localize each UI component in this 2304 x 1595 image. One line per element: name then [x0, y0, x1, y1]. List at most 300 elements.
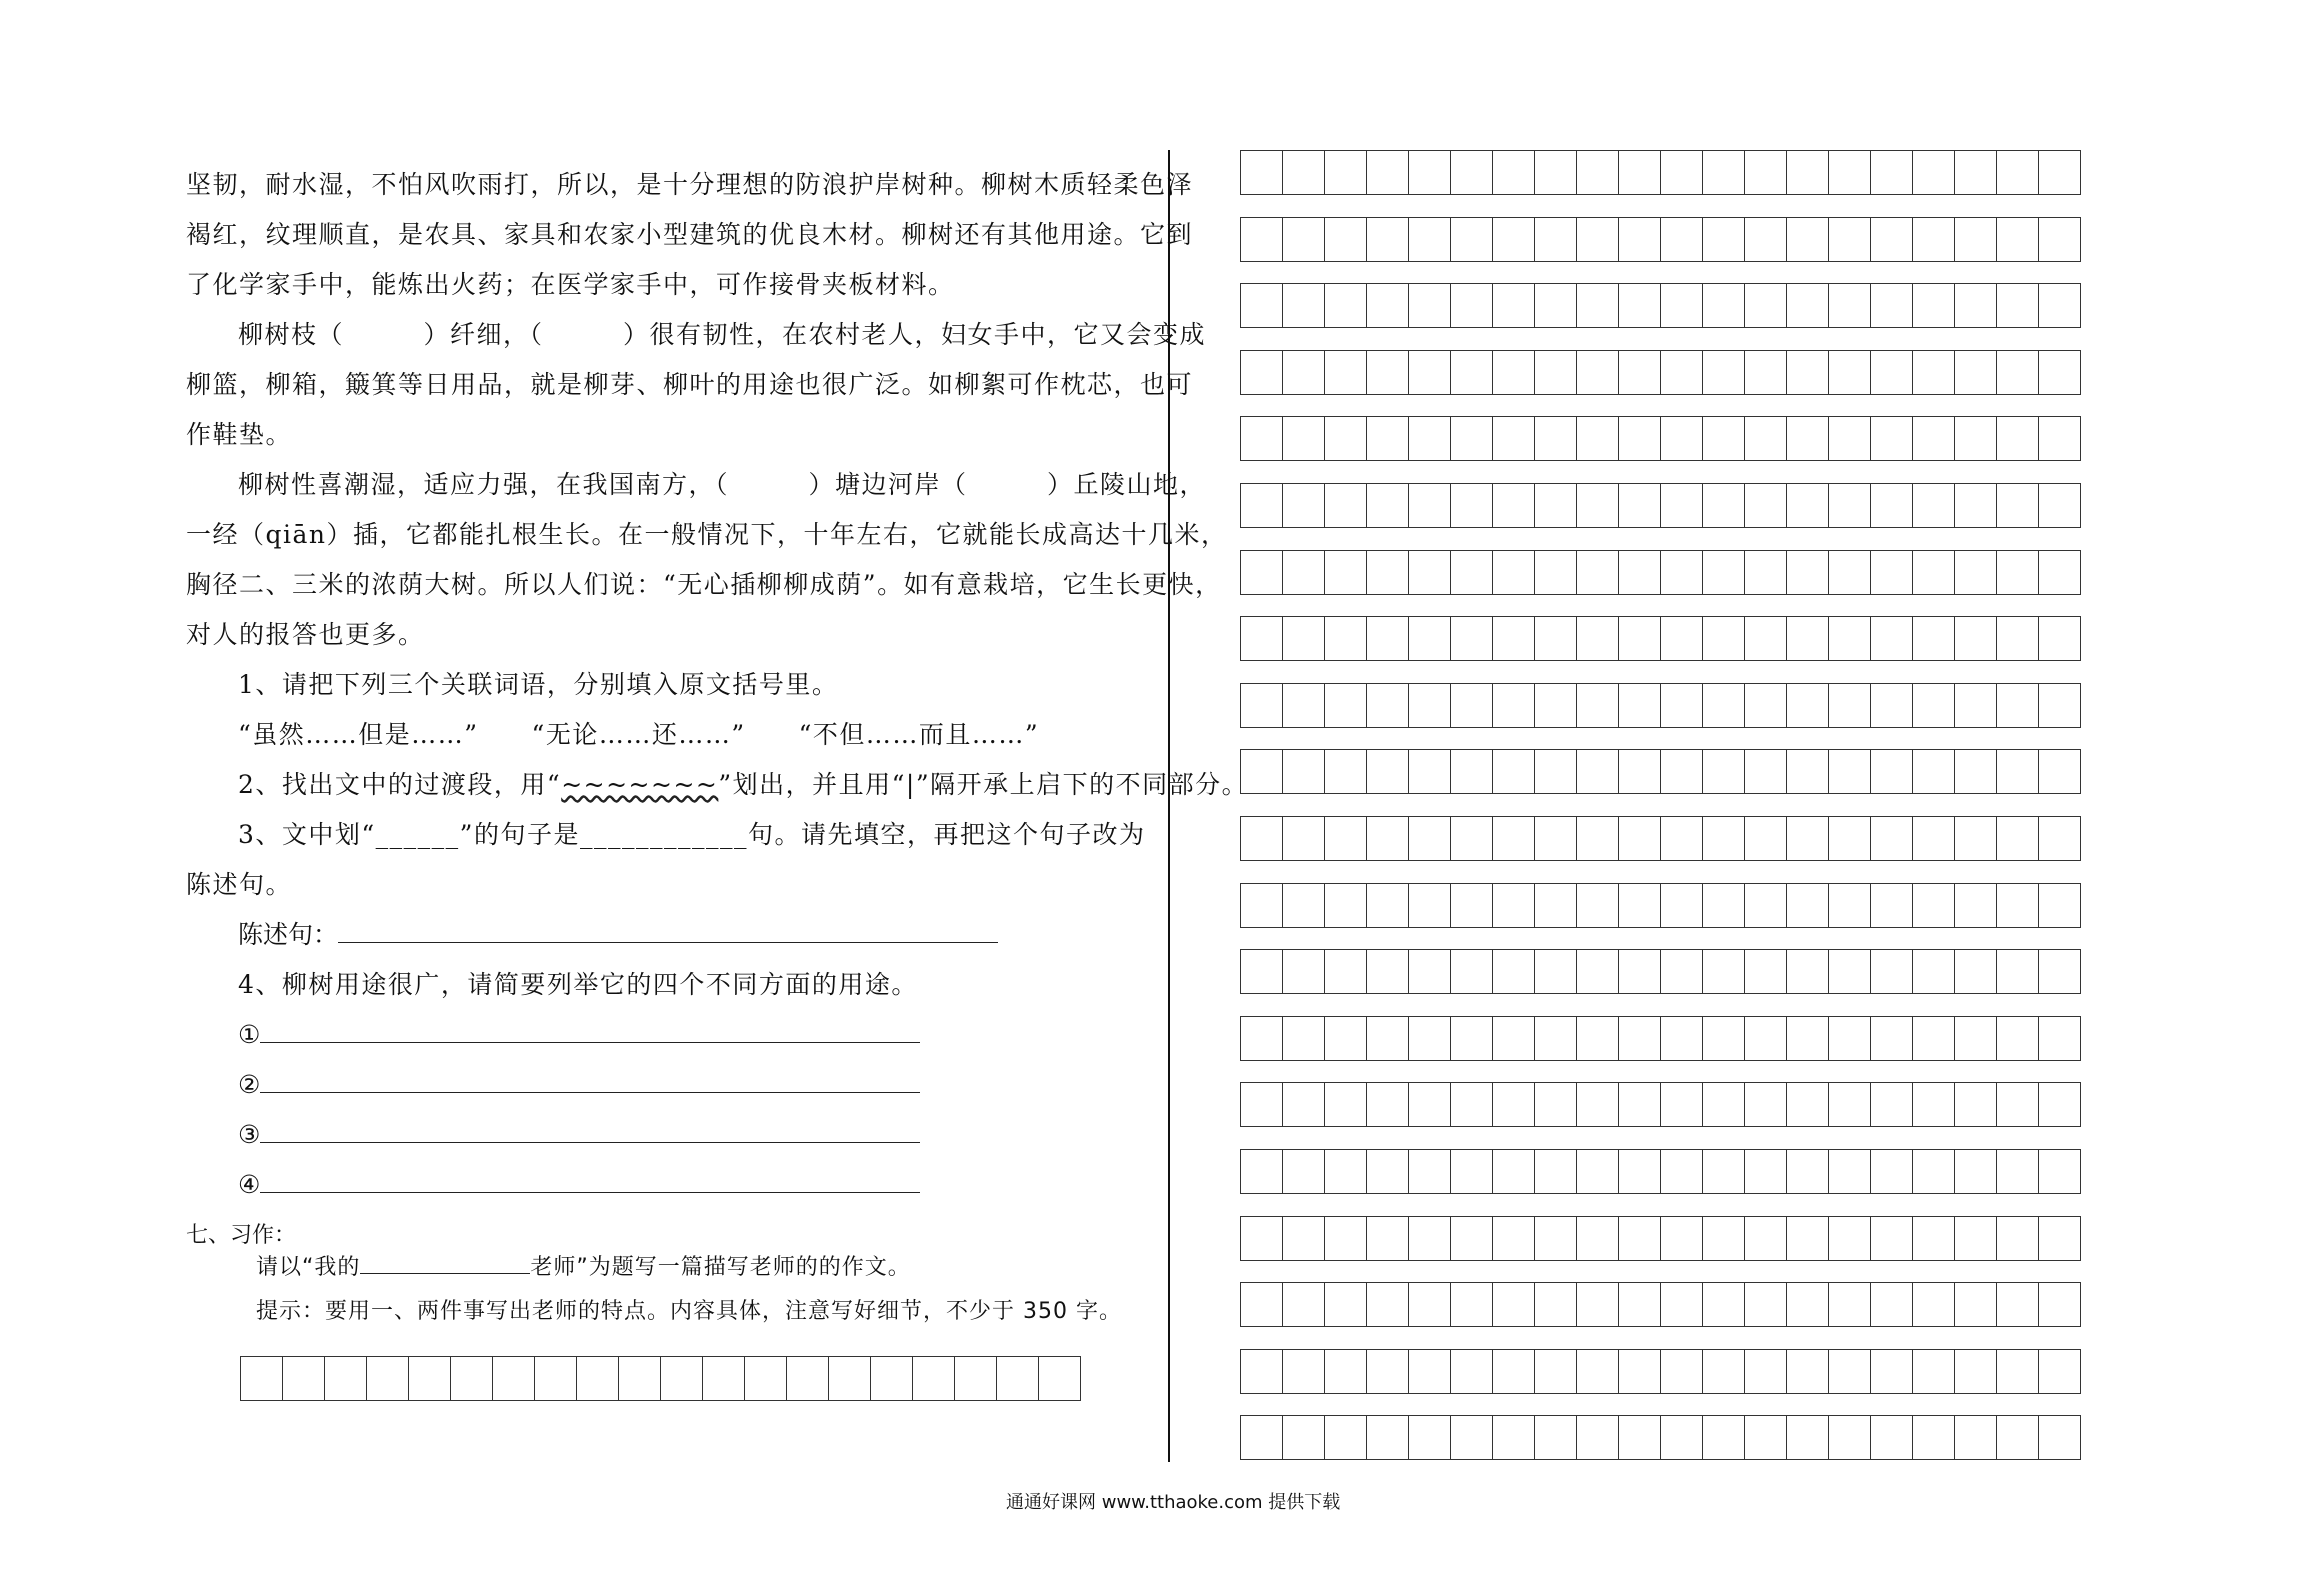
grid-cell[interactable]	[1367, 817, 1409, 860]
grid-cell[interactable]	[1367, 351, 1409, 394]
grid-cell[interactable]	[1535, 284, 1577, 327]
grid-cell[interactable]	[1829, 684, 1871, 727]
grid-cell[interactable]	[1409, 684, 1451, 727]
grid-cell[interactable]	[1703, 551, 1745, 594]
grid-cell[interactable]	[1955, 551, 1997, 594]
grid-cell[interactable]	[1535, 1217, 1577, 1260]
grid-cell[interactable]	[1241, 484, 1283, 527]
grid-cell[interactable]	[1367, 1416, 1409, 1459]
grid-cell[interactable]	[1871, 950, 1913, 993]
grid-cell[interactable]	[829, 1357, 871, 1400]
grid-cell[interactable]	[1703, 1416, 1745, 1459]
grid-cell[interactable]	[1955, 817, 1997, 860]
grid-cell[interactable]	[1577, 1017, 1619, 1060]
grid-cell[interactable]	[1619, 617, 1661, 660]
grid-cell[interactable]	[1787, 218, 1829, 261]
grid-cell[interactable]	[1451, 1416, 1493, 1459]
grid-cell[interactable]	[1661, 218, 1703, 261]
grid-cell[interactable]	[1619, 1350, 1661, 1393]
grid-cell[interactable]	[1703, 284, 1745, 327]
grid-cell[interactable]	[1577, 617, 1619, 660]
grid-cell[interactable]	[1283, 218, 1325, 261]
grid-cell[interactable]	[1829, 1416, 1871, 1459]
grid-cell[interactable]	[745, 1357, 787, 1400]
grid-cell[interactable]	[2039, 1217, 2081, 1260]
grid-cell[interactable]	[1325, 884, 1367, 927]
grid-cell[interactable]	[1745, 817, 1787, 860]
grid-cell[interactable]	[1787, 417, 1829, 460]
grid-cell[interactable]	[1451, 1017, 1493, 1060]
grid-cell[interactable]	[1535, 551, 1577, 594]
grid-cell[interactable]	[1325, 617, 1367, 660]
grid-cell[interactable]	[1871, 484, 1913, 527]
grid-cell[interactable]	[1325, 151, 1367, 194]
grid-cell[interactable]	[1409, 1083, 1451, 1126]
grid-cell[interactable]	[1283, 1350, 1325, 1393]
grid-cell[interactable]	[1409, 617, 1451, 660]
grid-cell[interactable]	[1703, 1350, 1745, 1393]
grid-cell[interactable]	[1913, 950, 1955, 993]
grid-cell[interactable]	[1871, 617, 1913, 660]
grid-cell[interactable]	[1535, 1283, 1577, 1326]
grid-cell[interactable]	[1871, 284, 1913, 327]
grid-cell[interactable]	[1661, 750, 1703, 793]
grid-cell[interactable]	[1493, 1350, 1535, 1393]
grid-cell[interactable]	[1367, 151, 1409, 194]
grid-cell[interactable]	[1535, 1150, 1577, 1193]
grid-cell[interactable]	[1367, 950, 1409, 993]
grid-cell[interactable]	[535, 1357, 577, 1400]
grid-cell[interactable]	[1787, 1017, 1829, 1060]
grid-cell[interactable]	[1619, 551, 1661, 594]
grid-cell[interactable]	[409, 1357, 451, 1400]
grid-cell[interactable]	[1829, 1217, 1871, 1260]
grid-cell[interactable]	[1451, 950, 1493, 993]
grid-cell[interactable]	[1283, 684, 1325, 727]
grid-cell[interactable]	[1451, 1083, 1493, 1126]
grid-cell[interactable]	[1703, 950, 1745, 993]
grid-cell[interactable]	[1241, 1017, 1283, 1060]
grid-cell[interactable]	[1955, 1416, 1997, 1459]
grid-cell[interactable]	[2039, 484, 2081, 527]
grid-cell[interactable]	[1367, 417, 1409, 460]
grid-cell[interactable]	[1619, 351, 1661, 394]
grid-cell[interactable]	[1745, 151, 1787, 194]
grid-cell[interactable]	[1955, 884, 1997, 927]
grid-cell[interactable]	[1787, 351, 1829, 394]
grid-cell[interactable]	[1325, 551, 1367, 594]
grid-cell[interactable]	[1535, 484, 1577, 527]
grid-cell[interactable]	[1241, 551, 1283, 594]
answer-blank[interactable]	[260, 1162, 920, 1193]
grid-cell[interactable]	[1703, 1217, 1745, 1260]
grid-cell[interactable]	[1283, 551, 1325, 594]
grid-cell[interactable]	[1955, 284, 1997, 327]
grid-cell[interactable]	[1745, 417, 1787, 460]
grid-cell[interactable]	[1619, 750, 1661, 793]
grid-cell[interactable]	[1871, 884, 1913, 927]
grid-cell[interactable]	[1661, 1350, 1703, 1393]
grid-cell[interactable]	[1409, 750, 1451, 793]
grid-cell[interactable]	[1871, 1416, 1913, 1459]
grid-cell[interactable]	[1787, 484, 1829, 527]
grid-cell[interactable]	[1661, 151, 1703, 194]
grid-cell[interactable]	[1241, 284, 1283, 327]
grid-cell[interactable]	[1703, 750, 1745, 793]
grid-cell[interactable]	[955, 1357, 997, 1400]
grid-cell[interactable]	[1367, 1083, 1409, 1126]
grid-cell[interactable]	[1409, 551, 1451, 594]
grid-cell[interactable]	[1493, 1017, 1535, 1060]
grid-cell[interactable]	[1325, 1350, 1367, 1393]
grid-cell[interactable]	[1661, 351, 1703, 394]
grid-cell[interactable]	[1577, 1283, 1619, 1326]
grid-cell[interactable]	[1241, 417, 1283, 460]
grid-cell[interactable]	[1283, 284, 1325, 327]
grid-cell[interactable]	[2039, 1083, 2081, 1126]
grid-cell[interactable]	[1913, 750, 1955, 793]
grid-cell[interactable]	[1955, 684, 1997, 727]
grid-cell[interactable]	[1703, 884, 1745, 927]
grid-cell[interactable]	[1493, 1150, 1535, 1193]
grid-cell[interactable]	[1787, 1217, 1829, 1260]
grid-cell[interactable]	[1661, 884, 1703, 927]
grid-cell[interactable]	[2039, 351, 2081, 394]
grid-cell[interactable]	[1283, 151, 1325, 194]
grid-cell[interactable]	[1997, 1416, 2039, 1459]
grid-cell[interactable]	[1577, 884, 1619, 927]
grid-cell[interactable]	[1913, 551, 1955, 594]
grid-cell[interactable]	[1745, 1083, 1787, 1126]
grid-cell[interactable]	[1703, 1083, 1745, 1126]
grid-cell[interactable]	[1577, 151, 1619, 194]
grid-cell[interactable]	[577, 1357, 619, 1400]
grid-cell[interactable]	[1787, 1350, 1829, 1393]
grid-cell[interactable]	[1325, 417, 1367, 460]
grid-cell[interactable]	[1451, 1350, 1493, 1393]
grid-cell[interactable]	[1409, 484, 1451, 527]
grid-cell[interactable]	[1997, 1083, 2039, 1126]
grid-cell[interactable]	[1955, 151, 1997, 194]
grid-cell[interactable]	[1913, 1217, 1955, 1260]
grid-cell[interactable]	[1535, 351, 1577, 394]
grid-cell[interactable]	[1745, 617, 1787, 660]
grid-cell[interactable]	[1997, 484, 2039, 527]
grid-cell[interactable]	[1283, 484, 1325, 527]
grid-cell[interactable]	[1241, 817, 1283, 860]
grid-cell[interactable]	[1493, 551, 1535, 594]
grid-cell[interactable]	[1409, 817, 1451, 860]
grid-cell[interactable]	[1619, 817, 1661, 860]
grid-cell[interactable]	[1409, 417, 1451, 460]
grid-cell[interactable]	[1493, 1283, 1535, 1326]
grid-cell[interactable]	[871, 1357, 913, 1400]
grid-cell[interactable]	[1619, 1217, 1661, 1260]
grid-cell[interactable]	[1493, 884, 1535, 927]
grid-cell[interactable]	[325, 1357, 367, 1400]
grid-cell[interactable]	[1451, 617, 1493, 660]
grid-cell[interactable]	[1241, 950, 1283, 993]
grid-cell[interactable]	[2039, 884, 2081, 927]
grid-cell[interactable]	[1913, 1017, 1955, 1060]
grid-cell[interactable]	[1703, 218, 1745, 261]
grid-cell[interactable]	[619, 1357, 661, 1400]
grid-cell[interactable]	[1451, 417, 1493, 460]
grid-cell[interactable]	[2039, 1350, 2081, 1393]
grid-cell[interactable]	[1283, 817, 1325, 860]
grid-cell[interactable]	[1241, 151, 1283, 194]
grid-cell[interactable]	[1409, 218, 1451, 261]
grid-cell[interactable]	[1829, 417, 1871, 460]
grid-cell[interactable]	[1745, 484, 1787, 527]
grid-cell[interactable]	[1703, 1150, 1745, 1193]
grid-cell[interactable]	[2039, 684, 2081, 727]
grid-cell[interactable]	[1619, 684, 1661, 727]
grid-cell[interactable]	[1955, 1083, 1997, 1126]
grid-cell[interactable]	[1787, 1083, 1829, 1126]
grid-cell[interactable]	[1039, 1357, 1081, 1400]
answer-blank[interactable]	[260, 1112, 920, 1143]
grid-cell[interactable]	[1871, 218, 1913, 261]
grid-cell[interactable]	[1325, 1283, 1367, 1326]
grid-cell[interactable]	[1535, 218, 1577, 261]
grid-cell[interactable]	[1451, 750, 1493, 793]
answer-blank[interactable]	[260, 1012, 920, 1043]
grid-cell[interactable]	[2039, 617, 2081, 660]
grid-cell[interactable]	[1283, 617, 1325, 660]
grid-cell[interactable]	[1325, 1083, 1367, 1126]
grid-cell[interactable]	[1325, 1217, 1367, 1260]
grid-cell[interactable]	[1283, 950, 1325, 993]
grid-cell[interactable]	[1493, 284, 1535, 327]
grid-cell[interactable]	[1955, 1017, 1997, 1060]
grid-cell[interactable]	[1661, 1017, 1703, 1060]
grid-cell[interactable]	[1787, 617, 1829, 660]
grid-cell[interactable]	[1871, 1217, 1913, 1260]
grid-cell[interactable]	[1829, 884, 1871, 927]
grid-cell[interactable]	[1955, 351, 1997, 394]
grid-cell[interactable]	[1325, 218, 1367, 261]
grid-cell[interactable]	[1493, 684, 1535, 727]
grid-cell[interactable]	[1955, 1350, 1997, 1393]
grid-cell[interactable]	[1829, 218, 1871, 261]
grid-cell[interactable]	[1913, 1283, 1955, 1326]
grid-cell[interactable]	[1325, 1416, 1367, 1459]
grid-cell[interactable]	[1241, 750, 1283, 793]
title-blank[interactable]	[360, 1251, 530, 1274]
grid-cell[interactable]	[1829, 1083, 1871, 1126]
grid-cell[interactable]	[1997, 884, 2039, 927]
grid-cell[interactable]	[1997, 284, 2039, 327]
grid-cell[interactable]	[1577, 684, 1619, 727]
grid-cell[interactable]	[1871, 750, 1913, 793]
grid-cell[interactable]	[1493, 617, 1535, 660]
grid-cell[interactable]	[1619, 1283, 1661, 1326]
grid-cell[interactable]	[1829, 750, 1871, 793]
grid-cell[interactable]	[1535, 417, 1577, 460]
grid-cell[interactable]	[1241, 617, 1283, 660]
grid-cell[interactable]	[1493, 750, 1535, 793]
grid-cell[interactable]	[1535, 1350, 1577, 1393]
grid-cell[interactable]	[1913, 218, 1955, 261]
answer-blank[interactable]	[338, 912, 998, 943]
grid-cell[interactable]	[1829, 1350, 1871, 1393]
grid-cell[interactable]	[1871, 684, 1913, 727]
grid-cell[interactable]	[1367, 1217, 1409, 1260]
grid-cell[interactable]	[1913, 417, 1955, 460]
grid-cell[interactable]	[1283, 750, 1325, 793]
grid-cell[interactable]	[1871, 1283, 1913, 1326]
grid-cell[interactable]	[1829, 151, 1871, 194]
grid-cell[interactable]	[1703, 684, 1745, 727]
grid-cell[interactable]	[1997, 218, 2039, 261]
grid-cell[interactable]	[1913, 884, 1955, 927]
grid-cell[interactable]	[1997, 817, 2039, 860]
grid-cell[interactable]	[1997, 1350, 2039, 1393]
grid-cell[interactable]	[1913, 684, 1955, 727]
grid-cell[interactable]	[367, 1357, 409, 1400]
grid-cell[interactable]	[1535, 617, 1577, 660]
grid-cell[interactable]	[2039, 151, 2081, 194]
grid-cell[interactable]	[1871, 417, 1913, 460]
grid-cell[interactable]	[1955, 617, 1997, 660]
grid-cell[interactable]	[1745, 1350, 1787, 1393]
grid-cell[interactable]	[2039, 817, 2081, 860]
grid-cell[interactable]	[1787, 817, 1829, 860]
grid-cell[interactable]	[1493, 351, 1535, 394]
grid-cell[interactable]	[1577, 218, 1619, 261]
grid-cell[interactable]	[1409, 1150, 1451, 1193]
grid-cell[interactable]	[1367, 684, 1409, 727]
grid-cell[interactable]	[1367, 1017, 1409, 1060]
grid-cell[interactable]	[1745, 284, 1787, 327]
grid-cell[interactable]	[1661, 1283, 1703, 1326]
grid-cell[interactable]	[1871, 1350, 1913, 1393]
grid-cell[interactable]	[1325, 284, 1367, 327]
grid-cell[interactable]	[1451, 218, 1493, 261]
grid-cell[interactable]	[1661, 950, 1703, 993]
grid-cell[interactable]	[1283, 351, 1325, 394]
grid-cell[interactable]	[1409, 1350, 1451, 1393]
grid-cell[interactable]	[1787, 684, 1829, 727]
grid-cell[interactable]	[2039, 218, 2081, 261]
grid-cell[interactable]	[1451, 817, 1493, 860]
grid-cell[interactable]	[1493, 1416, 1535, 1459]
grid-cell[interactable]	[1745, 351, 1787, 394]
grid-cell[interactable]	[1745, 950, 1787, 993]
grid-cell[interactable]	[1241, 684, 1283, 727]
grid-cell[interactable]	[1619, 1017, 1661, 1060]
grid-cell[interactable]	[1745, 684, 1787, 727]
grid-cell[interactable]	[1829, 950, 1871, 993]
grid-cell[interactable]	[1745, 1283, 1787, 1326]
grid-cell[interactable]	[1619, 284, 1661, 327]
grid-cell[interactable]	[1913, 1150, 1955, 1193]
grid-cell[interactable]	[1451, 551, 1493, 594]
grid-cell[interactable]	[1535, 151, 1577, 194]
grid-cell[interactable]	[1409, 151, 1451, 194]
grid-cell[interactable]	[451, 1357, 493, 1400]
grid-cell[interactable]	[1283, 1217, 1325, 1260]
grid-cell[interactable]	[1955, 484, 1997, 527]
grid-cell[interactable]	[1829, 284, 1871, 327]
grid-cell[interactable]	[1325, 351, 1367, 394]
grid-cell[interactable]	[1829, 817, 1871, 860]
grid-cell[interactable]	[1283, 884, 1325, 927]
grid-cell[interactable]	[1703, 817, 1745, 860]
grid-cell[interactable]	[1787, 750, 1829, 793]
grid-cell[interactable]	[2039, 950, 2081, 993]
grid-cell[interactable]	[1871, 817, 1913, 860]
grid-cell[interactable]	[1409, 884, 1451, 927]
grid-cell[interactable]	[1703, 351, 1745, 394]
grid-cell[interactable]	[1535, 950, 1577, 993]
grid-cell[interactable]	[1703, 151, 1745, 194]
grid-cell[interactable]	[1703, 1017, 1745, 1060]
grid-cell[interactable]	[1283, 1283, 1325, 1326]
grid-cell[interactable]	[1493, 1217, 1535, 1260]
grid-cell[interactable]	[1577, 351, 1619, 394]
grid-cell[interactable]	[1661, 284, 1703, 327]
grid-cell[interactable]	[1619, 1416, 1661, 1459]
grid-cell[interactable]	[1955, 218, 1997, 261]
grid-cell[interactable]	[1325, 750, 1367, 793]
grid-cell[interactable]	[1703, 484, 1745, 527]
grid-cell[interactable]	[703, 1357, 745, 1400]
grid-cell[interactable]	[1241, 884, 1283, 927]
grid-cell[interactable]	[1997, 1217, 2039, 1260]
grid-cell[interactable]	[1871, 1017, 1913, 1060]
grid-cell[interactable]	[1535, 884, 1577, 927]
grid-cell[interactable]	[1367, 484, 1409, 527]
grid-cell[interactable]	[1451, 1283, 1493, 1326]
grid-cell[interactable]	[1409, 351, 1451, 394]
grid-cell[interactable]	[1997, 1017, 2039, 1060]
grid-cell[interactable]	[1493, 218, 1535, 261]
grid-cell[interactable]	[1451, 684, 1493, 727]
grid-cell[interactable]	[1577, 1150, 1619, 1193]
grid-cell[interactable]	[493, 1357, 535, 1400]
grid-cell[interactable]	[1871, 151, 1913, 194]
grid-cell[interactable]	[1409, 950, 1451, 993]
grid-cell[interactable]	[1577, 284, 1619, 327]
grid-cell[interactable]	[1913, 817, 1955, 860]
grid-cell[interactable]	[1703, 417, 1745, 460]
grid-cell[interactable]	[1535, 750, 1577, 793]
grid-cell[interactable]	[1661, 1217, 1703, 1260]
grid-cell[interactable]	[1619, 950, 1661, 993]
grid-cell[interactable]	[2039, 1017, 2081, 1060]
grid-cell[interactable]	[1619, 484, 1661, 527]
grid-cell[interactable]	[2039, 284, 2081, 327]
grid-cell[interactable]	[1913, 617, 1955, 660]
grid-cell[interactable]	[1493, 151, 1535, 194]
grid-cell[interactable]	[1535, 1017, 1577, 1060]
grid-cell[interactable]	[1493, 484, 1535, 527]
grid-cell[interactable]	[1703, 617, 1745, 660]
grid-cell[interactable]	[1829, 1283, 1871, 1326]
grid-cell[interactable]	[1577, 1217, 1619, 1260]
grid-cell[interactable]	[1829, 551, 1871, 594]
grid-cell[interactable]	[1745, 1217, 1787, 1260]
grid-cell[interactable]	[1535, 1083, 1577, 1126]
grid-cell[interactable]	[1577, 417, 1619, 460]
grid-cell[interactable]	[1577, 950, 1619, 993]
grid-cell[interactable]	[1325, 817, 1367, 860]
grid-cell[interactable]	[1955, 1217, 1997, 1260]
grid-cell[interactable]	[1493, 950, 1535, 993]
grid-cell[interactable]	[1493, 417, 1535, 460]
